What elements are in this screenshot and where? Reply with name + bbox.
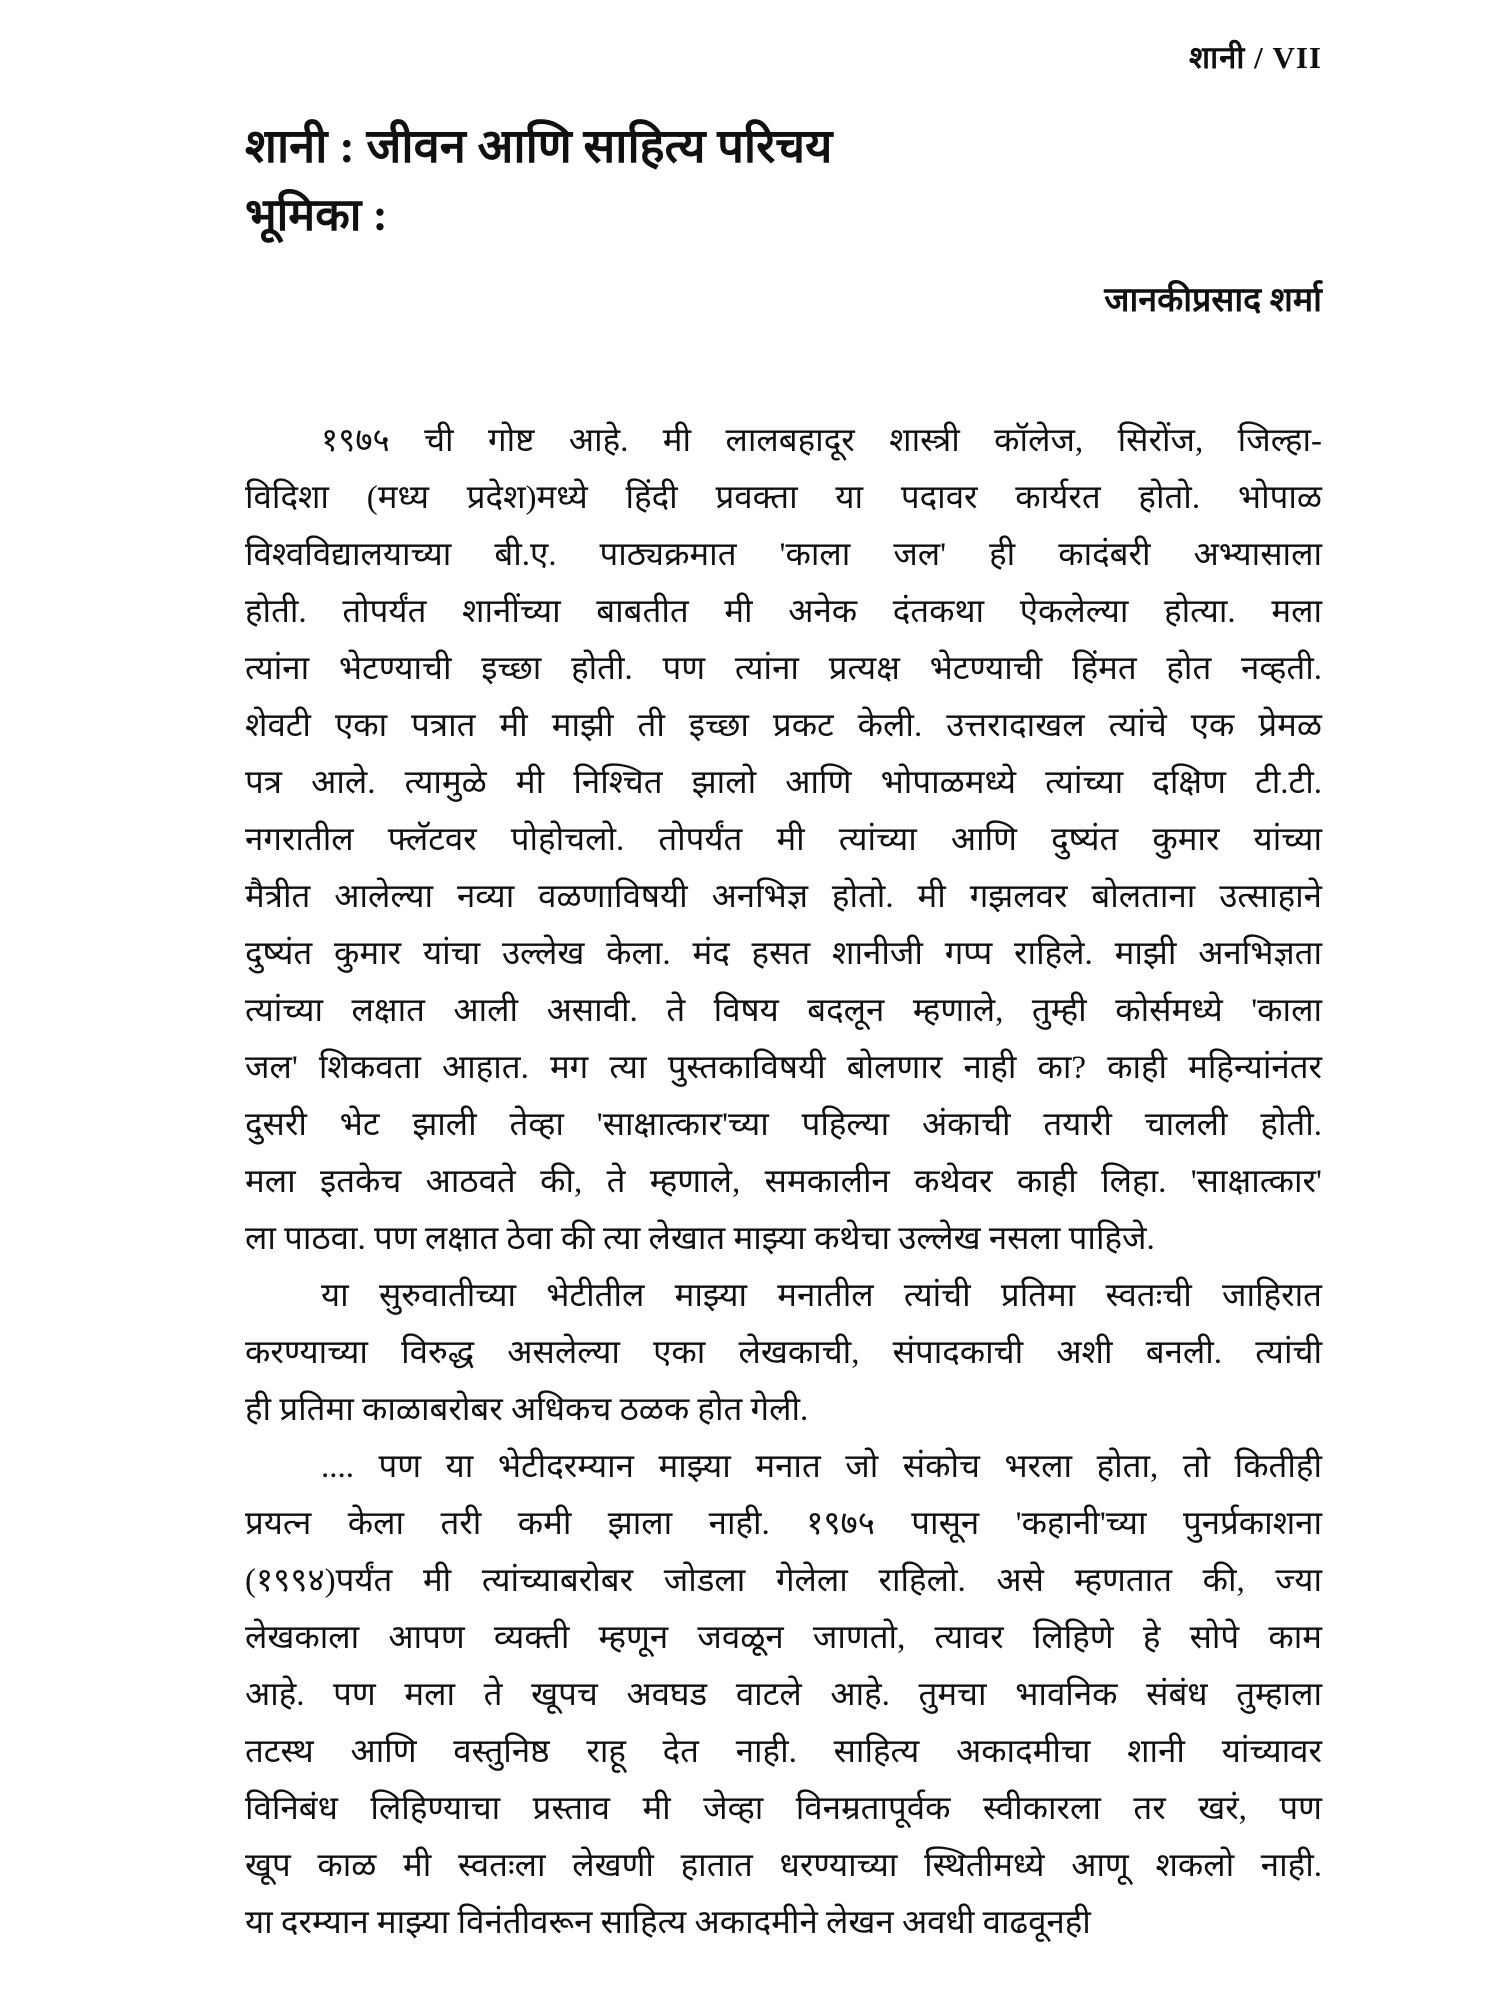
text-line: जल' शिकवता आहात. मग त्या पुस्तकाविषयी बोलणार नाही का? काही महिन्यांनंतर — [245, 1050, 1322, 1086]
text-line: दुसरी भेट झाली तेव्हा 'साक्षात्कार'च्या पहिल्या अंकाची तयारी चालली होती. — [245, 1107, 1322, 1143]
text-line: लेखकाला आपण व्यक्ती म्हणून जवळून जाणतो, त्यावर लिहिणे हे सोपे काम — [245, 1620, 1322, 1656]
text-line: १९७५ ची गोष्ट आहे. मी लालबहादूर शास्त्री कॉलेज, सिरोंज, जिल्हा- — [321, 423, 1322, 459]
paragraph — [245, 413, 1322, 1268]
text-line: ला पाठवा. पण लक्षात ठेवा की त्या लेखात माझ्या कथेचा उल्लेख नसला पाहिजे. — [245, 1221, 1155, 1257]
page-title: शानी : जीवन आणि साहित्य परिचय — [245, 121, 833, 173]
text-line: शेवटी एका पत्रात मी माझी ती इच्छा प्रकट केली. उत्तरादाखल त्यांचे एक प्रेमळ — [245, 708, 1322, 744]
text-line: या सुरुवातीच्या भेटीतील माझ्या मनातील त्यांची प्रतिमा स्वतःची जाहिरात — [321, 1278, 1322, 1314]
page-header — [245, 0, 1322, 78]
text-line: (१९९४)पर्यंत मी त्यांच्याबरोबर जोडला गेलेला राहिलो. असे म्हणतात की, ज्या — [245, 1563, 1322, 1599]
text-line: .... पण या भेटीदरम्यान माझ्या मनात जो संकोच भरला होता, तो कितीही — [321, 1449, 1322, 1485]
text-line: तटस्थ आणि वस्तुनिष्ठ राहू देत नाही. साहित्य अकादमीचा शानी यांच्यावर — [245, 1734, 1322, 1770]
text-line: विदिशा (मध्य प्रदेश)मध्ये हिंदी प्रवक्ता या पदावर कार्यरत होतो. भोपाळ — [245, 480, 1322, 516]
paragraph — [245, 1439, 1322, 1952]
running-header-page-number: शानी / VII — [1189, 40, 1322, 75]
text-line: मला इतकेच आठवते की, ते म्हणाले, समकालीन कथेवर काही लिहा. 'साक्षात्कार' — [245, 1164, 1322, 1200]
text-line: होती. तोपर्यंत शानींच्या बाबतीत मी अनेक दंतकथा ऐकलेल्या होत्या. मला — [245, 594, 1322, 630]
author-byline: जानकीप्रसाद शर्मा — [1104, 282, 1322, 319]
text-line: या दरम्यान माझ्या विनंतीवरून साहित्य अकादमीने लेखन अवधी वाढवूनही — [245, 1905, 1091, 1941]
text-line: आहे. पण मला ते खूपच अवघड वाटले आहे. तुमचा भावनिक संबंध तुम्हाला — [245, 1677, 1322, 1713]
text-line: पत्र आले. त्यामुळे मी निश्चित झालो आणि भोपाळमध्ये त्यांच्या दक्षिण टी.टी. — [245, 765, 1322, 801]
text-line: प्रयत्न केला तरी कमी झाला नाही. १९७५ पासून 'कहानी'च्या पुनर्प्रकाशना — [245, 1506, 1322, 1542]
text-line: नगरातील फ्लॅटवर पोहोचलो. तोपर्यंत मी त्यांच्या आणि दुष्यंत कुमार यांच्या — [245, 822, 1322, 858]
text-line: त्यांच्या लक्षात आली असावी. ते विषय बदलून म्हणाले, तुम्ही कोर्समध्ये 'काला — [245, 993, 1322, 1029]
text-line: त्यांना भेटण्याची इच्छा होती. पण त्यांना प्रत्यक्ष भेटण्याची हिंमत होत नव्हती. — [245, 651, 1322, 687]
text-line: ही प्रतिमा काळाबरोबर अधिकच ठळक होत गेली. — [245, 1392, 809, 1428]
text-line: मैत्रीत आलेल्या नव्या वळणाविषयी अनभिज्ञ होतो. मी गझलवर बोलताना उत्साहाने — [245, 879, 1322, 915]
text-line: करण्याच्या विरुद्ध असलेल्या एका लेखकाची, संपादकाची अशी बनली. त्यांची — [245, 1335, 1322, 1371]
paragraph — [245, 1268, 1322, 1439]
text-line: विश्वविद्यालयाच्या बी.ए. पाठ्यक्रमात 'काला जल' ही कादंबरी अभ्यासाला — [245, 537, 1322, 573]
body-text — [245, 413, 1322, 1952]
text-line: दुष्यंत कुमार यांचा उल्लेख केला. मंद हसत शानीजी गप्प राहिले. माझी अनभिज्ञता — [245, 936, 1322, 972]
text-line: खूप काळ मी स्वतःला लेखणी हातात धरण्याच्या स्थितीमध्ये आणू शकलो नाही. — [245, 1848, 1322, 1884]
page-content — [245, 0, 1322, 1952]
section-heading: भूमिका : — [245, 189, 388, 240]
text-line: विनिबंध लिहिण्याचा प्रस्ताव मी जेव्हा विनम्रतापूर्वक स्वीकारला तर खरं, पण — [245, 1791, 1322, 1827]
